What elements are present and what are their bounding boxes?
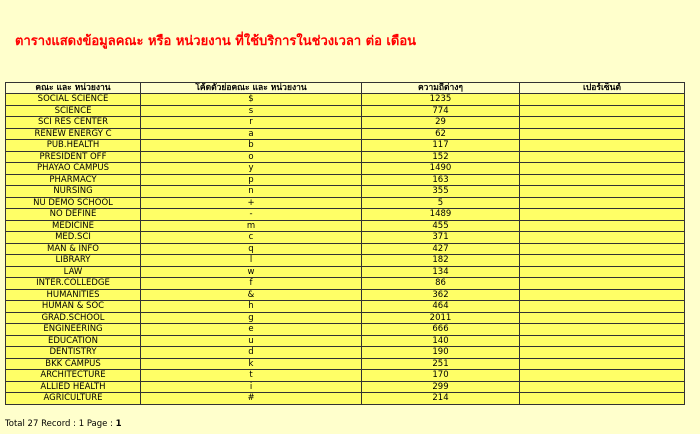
cell-frequency: 299 xyxy=(362,381,520,393)
table-body xyxy=(6,94,685,405)
cell-percent xyxy=(520,278,685,290)
table-row xyxy=(6,255,685,267)
header-faculty: คณะ และ หน่วยงาน xyxy=(6,83,141,94)
cell-faculty: INTER.COLLEDGE xyxy=(6,278,141,290)
table-row xyxy=(6,289,685,301)
cell-code: f xyxy=(141,278,362,290)
cell-faculty: ENGINEERING xyxy=(6,324,141,336)
cell-percent xyxy=(520,255,685,267)
cell-faculty: NURSING xyxy=(6,186,141,198)
cell-faculty: ALLIED HEALTH xyxy=(6,381,141,393)
total-records-text: Total 27 Record : 1 Page : xyxy=(5,419,116,429)
cell-faculty: SCIENCE xyxy=(6,105,141,117)
cell-faculty: MED.SCI xyxy=(6,232,141,244)
cell-percent xyxy=(520,370,685,382)
table-row xyxy=(6,278,685,290)
cell-frequency: 251 xyxy=(362,358,520,370)
cell-code: n xyxy=(141,186,362,198)
table-row xyxy=(6,381,685,393)
cell-frequency: 214 xyxy=(362,393,520,405)
cell-code: o xyxy=(141,151,362,163)
cell-frequency: 140 xyxy=(362,335,520,347)
cell-faculty: NU DEMO SCHOOL xyxy=(6,197,141,209)
current-page-number: 1 xyxy=(115,419,122,429)
cell-percent xyxy=(520,381,685,393)
cell-percent xyxy=(520,393,685,405)
cell-faculty: BKK CAMPUS xyxy=(6,358,141,370)
cell-code: c xyxy=(141,232,362,244)
cell-frequency: 455 xyxy=(362,220,520,232)
cell-faculty: PRESIDENT OFF xyxy=(6,151,141,163)
cell-percent xyxy=(520,94,685,106)
cell-faculty: MAN & INFO xyxy=(6,243,141,255)
cell-frequency: 62 xyxy=(362,128,520,140)
cell-code: q xyxy=(141,243,362,255)
cell-percent xyxy=(520,151,685,163)
cell-frequency: 134 xyxy=(362,266,520,278)
table-row xyxy=(6,232,685,244)
cell-code: t xyxy=(141,370,362,382)
cell-faculty: DENTISTRY xyxy=(6,347,141,359)
cell-code: $ xyxy=(141,94,362,106)
table-row xyxy=(6,301,685,313)
cell-frequency: 464 xyxy=(362,301,520,313)
cell-faculty: AGRICULTURE xyxy=(6,393,141,405)
cell-code: k xyxy=(141,358,362,370)
cell-frequency: 170 xyxy=(362,370,520,382)
cell-percent xyxy=(520,301,685,313)
table-row xyxy=(6,358,685,370)
cell-percent xyxy=(520,243,685,255)
table-row xyxy=(6,151,685,163)
cell-faculty: HUMANITIES xyxy=(6,289,141,301)
cell-percent xyxy=(520,347,685,359)
cell-percent xyxy=(520,220,685,232)
cell-frequency: 362 xyxy=(362,289,520,301)
header-percent: เปอร์เซ็นต์ xyxy=(520,83,685,94)
table-row xyxy=(6,197,685,209)
cell-code: w xyxy=(141,266,362,278)
cell-faculty: NO DEFINE xyxy=(6,209,141,221)
cell-faculty: LAW xyxy=(6,266,141,278)
table-row xyxy=(6,105,685,117)
cell-percent xyxy=(520,163,685,175)
cell-code: l xyxy=(141,255,362,267)
cell-percent xyxy=(520,335,685,347)
cell-faculty: PUB.HEALTH xyxy=(6,140,141,152)
cell-code: r xyxy=(141,117,362,129)
header-frequency: ความถี่ต่างๆ xyxy=(362,83,520,94)
cell-frequency: 1490 xyxy=(362,163,520,175)
cell-frequency: 1489 xyxy=(362,209,520,221)
cell-code: # xyxy=(141,393,362,405)
cell-code: u xyxy=(141,335,362,347)
cell-code: + xyxy=(141,197,362,209)
cell-frequency: 774 xyxy=(362,105,520,117)
table-row xyxy=(6,324,685,336)
cell-percent xyxy=(520,209,685,221)
cell-code: a xyxy=(141,128,362,140)
cell-percent xyxy=(520,128,685,140)
cell-percent xyxy=(520,174,685,186)
table-row xyxy=(6,312,685,324)
table-row xyxy=(6,347,685,359)
table-row xyxy=(6,140,685,152)
cell-code: e xyxy=(141,324,362,336)
cell-code: - xyxy=(141,209,362,221)
cell-percent xyxy=(520,289,685,301)
cell-faculty: SCI RES CENTER xyxy=(6,117,141,129)
cell-frequency: 666 xyxy=(362,324,520,336)
table-row xyxy=(6,174,685,186)
cell-faculty: MEDICINE xyxy=(6,220,141,232)
cell-percent xyxy=(520,117,685,129)
cell-code: & xyxy=(141,289,362,301)
cell-frequency: 355 xyxy=(362,186,520,198)
table-row xyxy=(6,186,685,198)
cell-percent xyxy=(520,266,685,278)
cell-faculty: SOCIAL SCIENCE xyxy=(6,94,141,106)
cell-frequency: 86 xyxy=(362,278,520,290)
cell-faculty: PHARMACY xyxy=(6,174,141,186)
table-row xyxy=(6,94,685,106)
table-row xyxy=(6,117,685,129)
record-summary xyxy=(5,419,122,429)
cell-percent xyxy=(520,197,685,209)
page-title: ตารางแสดงข้อมูลคณะ หรือ หน่วยงาน ที่ใช้บริการในช่วงเวลา ต่อ เดือน xyxy=(15,34,417,49)
cell-faculty: HUMAN & SOC xyxy=(6,301,141,313)
cell-percent xyxy=(520,312,685,324)
cell-percent xyxy=(520,232,685,244)
cell-percent xyxy=(520,324,685,336)
cell-faculty: EDUCATION xyxy=(6,335,141,347)
table-row xyxy=(6,209,685,221)
cell-frequency: 29 xyxy=(362,117,520,129)
cell-frequency: 1235 xyxy=(362,94,520,106)
table-row xyxy=(6,370,685,382)
cell-faculty: LIBRARY xyxy=(6,255,141,267)
header-code: โค้ดตัวย่อคณะ และ หน่วยงาน xyxy=(141,83,362,94)
cell-frequency: 5 xyxy=(362,197,520,209)
table-row xyxy=(6,128,685,140)
cell-frequency: 182 xyxy=(362,255,520,267)
faculty-usage-table xyxy=(5,82,685,405)
table-row xyxy=(6,393,685,405)
cell-frequency: 371 xyxy=(362,232,520,244)
cell-frequency: 152 xyxy=(362,151,520,163)
cell-frequency: 117 xyxy=(362,140,520,152)
cell-percent xyxy=(520,186,685,198)
table-row xyxy=(6,163,685,175)
cell-percent xyxy=(520,358,685,370)
cell-code: p xyxy=(141,174,362,186)
cell-faculty: RENEW ENERGY C xyxy=(6,128,141,140)
table-row xyxy=(6,243,685,255)
table-row xyxy=(6,220,685,232)
cell-code: b xyxy=(141,140,362,152)
cell-frequency: 190 xyxy=(362,347,520,359)
table-header-row xyxy=(6,83,685,94)
cell-code: m xyxy=(141,220,362,232)
cell-code: s xyxy=(141,105,362,117)
cell-frequency: 163 xyxy=(362,174,520,186)
cell-frequency: 427 xyxy=(362,243,520,255)
cell-code: d xyxy=(141,347,362,359)
cell-faculty: PHAYAO CAMPUS xyxy=(6,163,141,175)
table-row xyxy=(6,335,685,347)
cell-code: g xyxy=(141,312,362,324)
table-row xyxy=(6,266,685,278)
cell-code: i xyxy=(141,381,362,393)
cell-faculty: ARCHITECTURE xyxy=(6,370,141,382)
cell-code: y xyxy=(141,163,362,175)
cell-percent xyxy=(520,140,685,152)
cell-code: h xyxy=(141,301,362,313)
cell-percent xyxy=(520,105,685,117)
cell-frequency: 2011 xyxy=(362,312,520,324)
cell-faculty: GRAD.SCHOOL xyxy=(6,312,141,324)
